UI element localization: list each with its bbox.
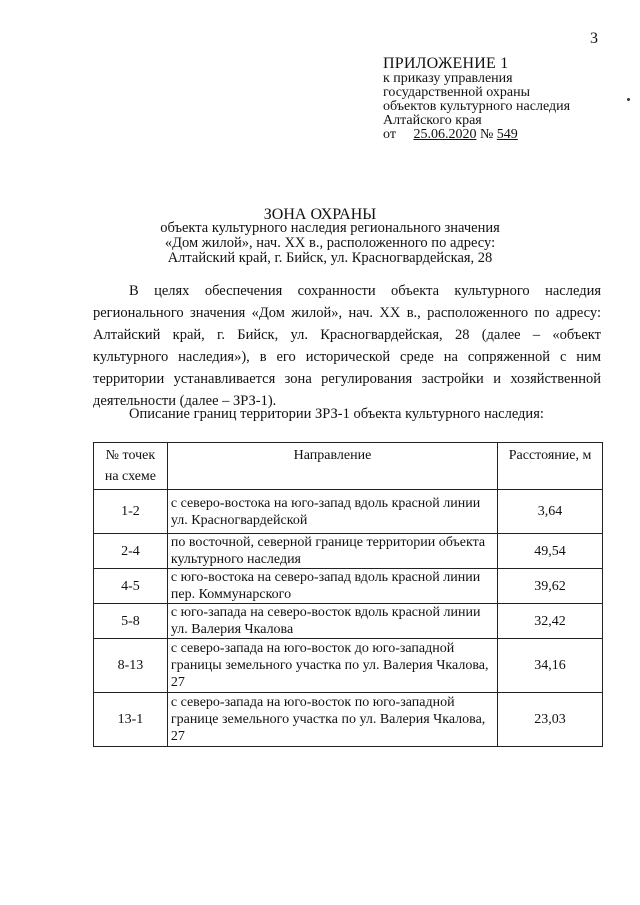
appendix-line: государственной охраны: [383, 85, 531, 100]
row-direction: с северо-востока на юго-запад вдоль красной линии ул. Красногвардейской: [167, 490, 497, 534]
zone-title: ЗОНА ОХРАНЫ: [263, 206, 377, 223]
row-direction: с юго-запада на северо-восток вдоль красной линии ул. Валерия Чкалова: [167, 604, 497, 639]
date-prefix: от: [383, 127, 396, 142]
appendix-title: ПРИЛОЖЕНИЕ 1: [383, 55, 509, 72]
header-points: [94, 443, 168, 490]
table-row: [94, 534, 603, 569]
header-points-line: на схеме: [104, 469, 157, 484]
row-distance: 39,62: [498, 569, 603, 604]
row-distance: 32,42: [498, 604, 603, 639]
row-points: 4-5: [94, 569, 168, 604]
appendix-block: [383, 56, 570, 142]
table-row: [94, 639, 603, 693]
body-paragraph: В целях обеспечения сохранности объекта культурного наследия регионального значения «Дом жилой», нач. XX в., расположенного по адресу: Алтайский край, г. Бийск, ул. Красногвардейская, 28 (далее – «объект культурного наследия»), в его исторической среде на сопряженной с ним территории устанавливается зона регулирования застройки и хозяйственной деятельности (далее – ЗРЗ-1).: [93, 283, 601, 409]
row-direction: с северо-запада на юго-восток до юго-западной границы земельного участка по ул. Валерия Чкалова, 27: [167, 639, 497, 693]
row-distance: 3,64: [498, 490, 603, 534]
row-points: 2-4: [94, 534, 168, 569]
object-description-line: объекта культурного наследия регионального значения: [160, 220, 500, 236]
number-prefix: №: [479, 127, 494, 142]
page-number: 3: [590, 30, 598, 47]
object-description: [0, 221, 640, 266]
row-points: 5-8: [94, 604, 168, 639]
order-number: 549: [496, 127, 518, 142]
header-distance: Расстояние, м: [498, 443, 603, 490]
row-distance: 34,16: [498, 639, 603, 693]
table-row: [94, 569, 603, 604]
header-direction: Направление: [167, 443, 497, 490]
order-date-line: [383, 128, 570, 142]
row-direction: по восточной, северной границе территории объекта культурного наследия: [167, 534, 497, 569]
table-row: [94, 693, 603, 747]
row-points: 1-2: [94, 490, 168, 534]
header-points-line: № точек: [105, 448, 156, 463]
row-distance: 49,54: [498, 534, 603, 569]
object-description-line: «Дом жилой», нач. XX в., расположенного по адресу:: [164, 235, 496, 251]
appendix-line: к приказу управления: [383, 71, 513, 86]
appendix-line: объектов культурного наследия: [383, 99, 571, 114]
table-row: [94, 490, 603, 534]
row-distance: 23,03: [498, 693, 603, 747]
table-row: [94, 604, 603, 639]
row-direction: с северо-запада на юго-восток по юго-западной границе земельного участка по ул. Валерия Чкалова, 27: [167, 693, 497, 747]
row-points: 8-13: [94, 639, 168, 693]
object-description-line: Алтайский край, г. Бийск, ул. Красногвардейская, 28: [167, 250, 493, 266]
table-caption: Описание границ территории ЗРЗ-1 объекта культурного наследия:: [129, 406, 544, 422]
table-header-row: [94, 443, 603, 490]
scan-speck: [627, 98, 630, 101]
order-date: 25.06.2020: [413, 127, 477, 142]
appendix-line: Алтайского края: [383, 113, 482, 128]
row-points: 13-1: [94, 693, 168, 747]
row-direction: с юго-востока на северо-запад вдоль красной линии пер. Коммунарского: [167, 569, 497, 604]
borders-table: [93, 442, 603, 747]
